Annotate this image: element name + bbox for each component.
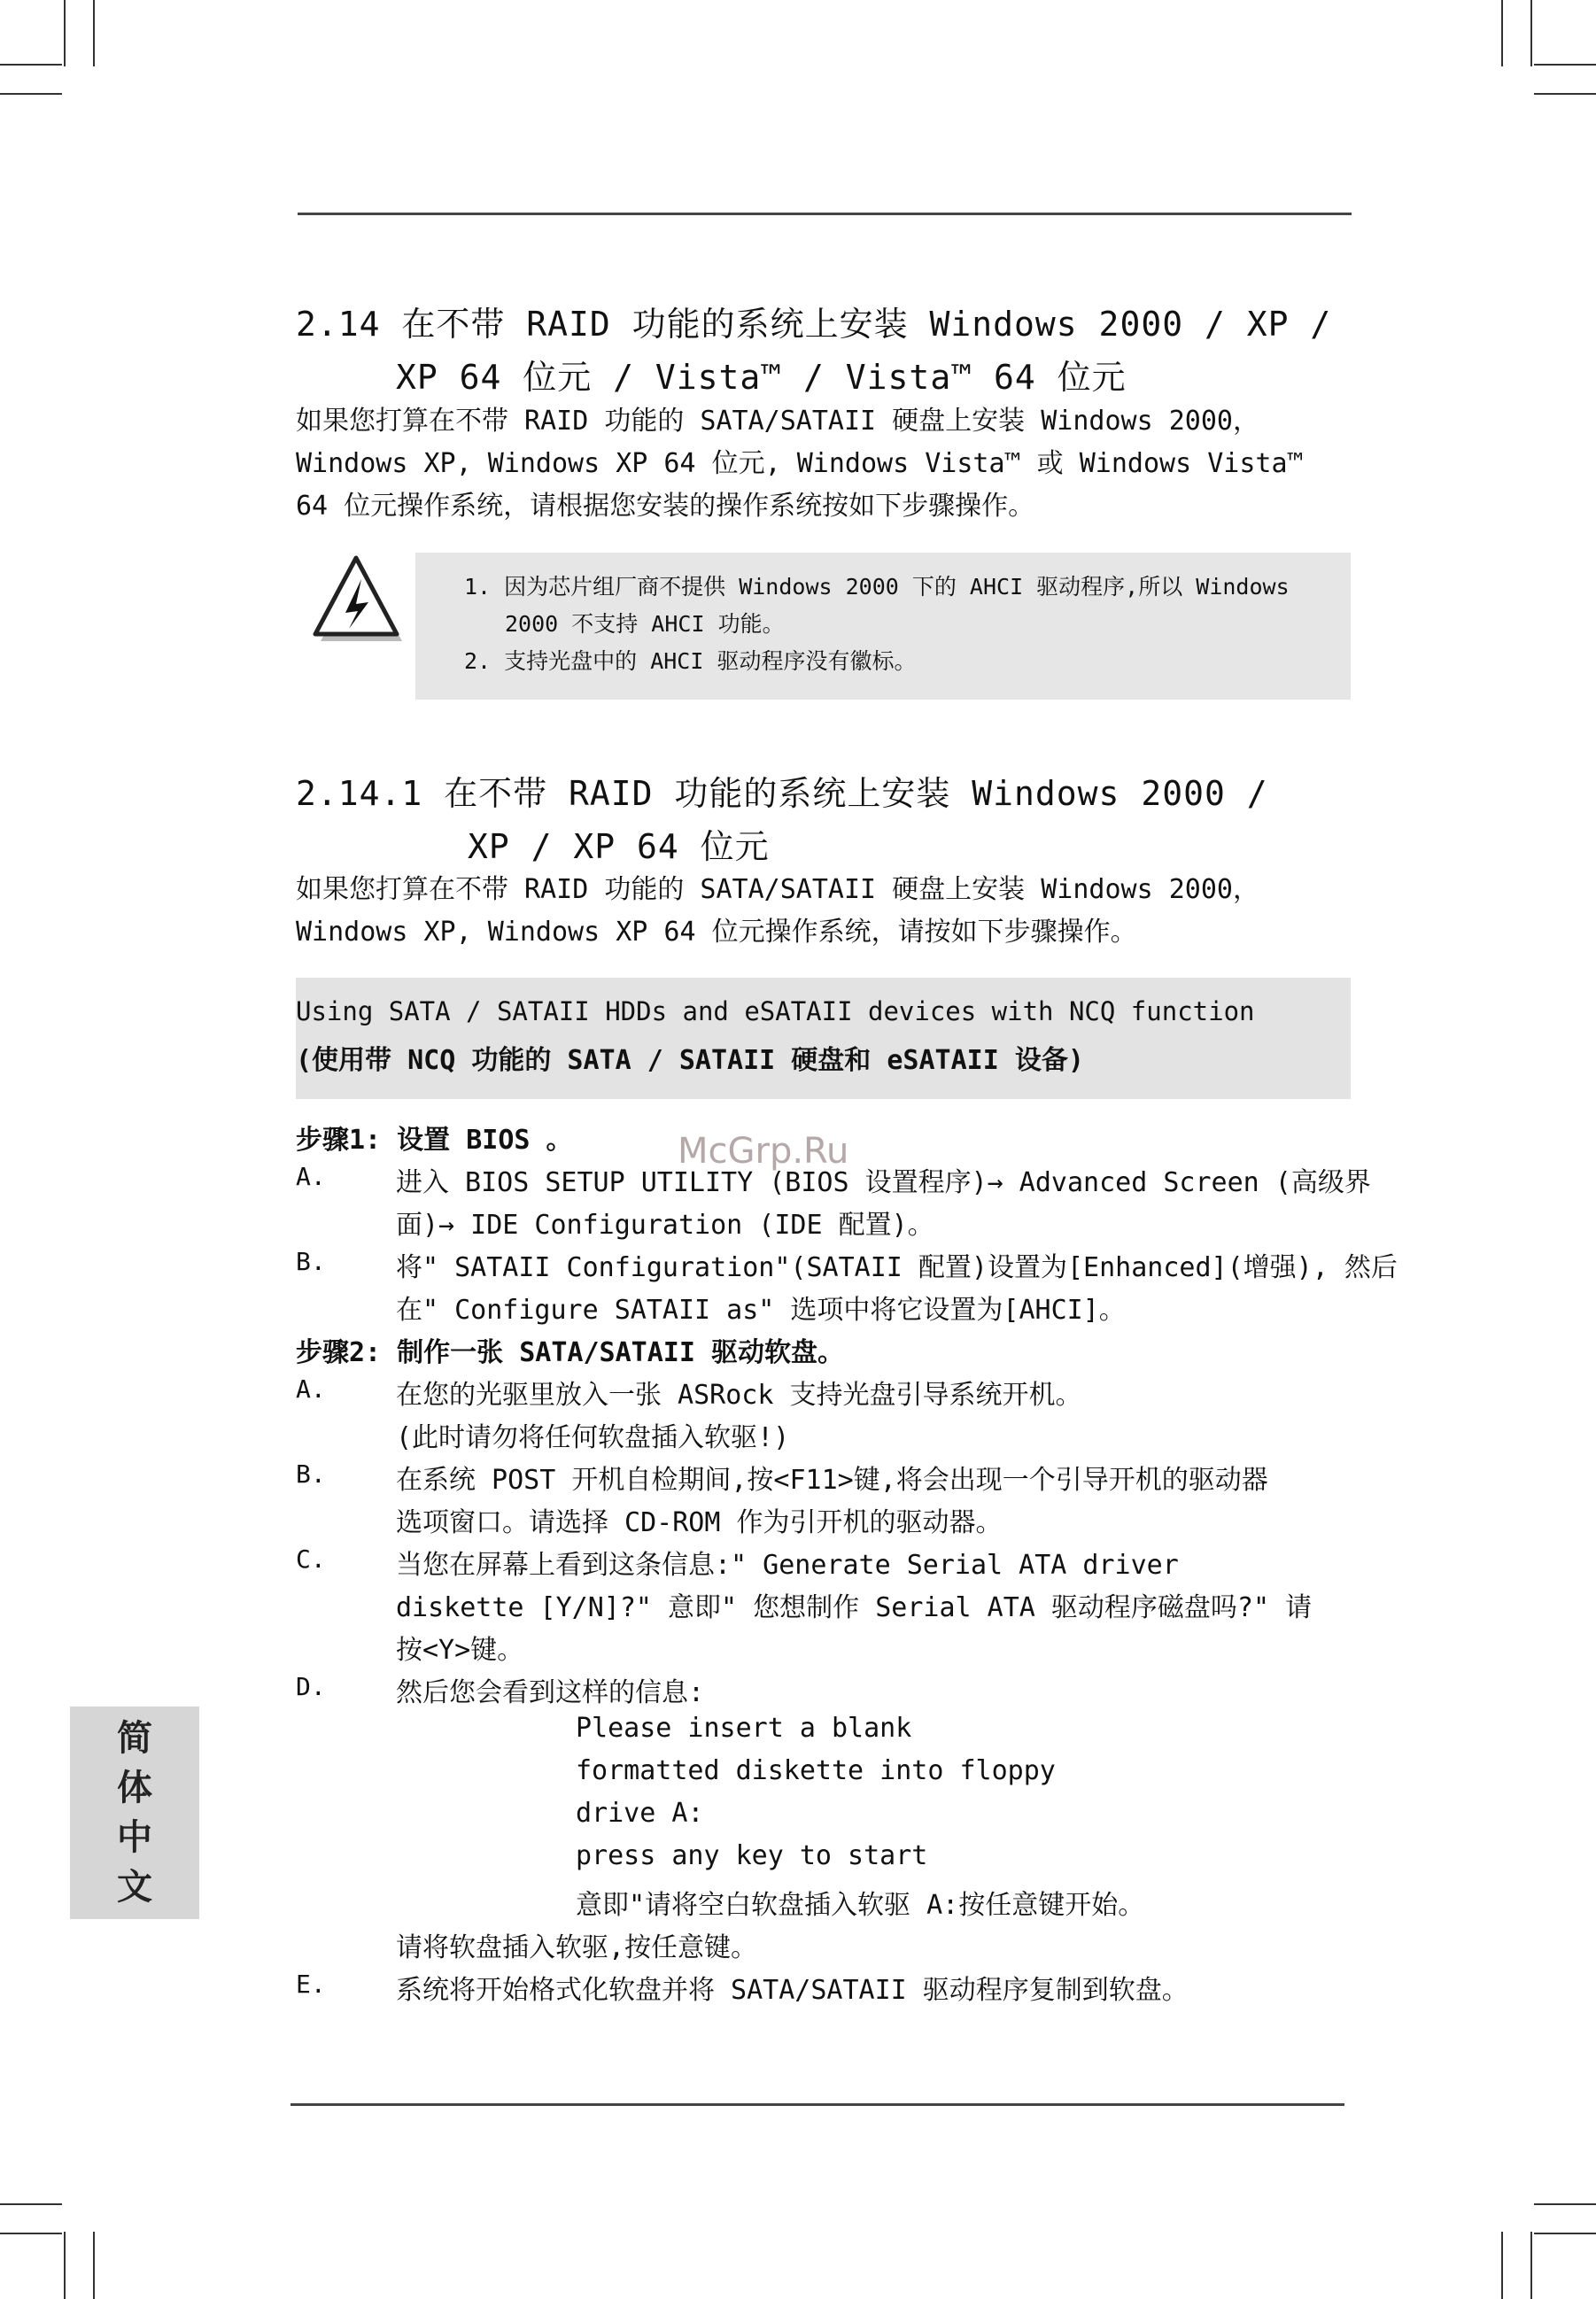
crop-mark [1534,2233,1596,2234]
warning-icon [310,553,407,646]
crop-mark [1534,2203,1596,2205]
crop-mark [1534,64,1596,66]
intro-line2: Windows XP, Windows XP 64 位元, Windows Vista™ 或 Windows Vista™ [296,448,1304,479]
crop-mark [93,0,95,66]
header-rule [298,213,1352,215]
step2-d-label: D. [296,1672,326,1701]
ncq-highlight-line1: Using SATA / SATAII HDDs and eSATAII devices with NCQ function [296,996,1255,1026]
crop-mark [64,2232,66,2299]
crop-mark [1534,93,1596,95]
crop-mark [0,2233,62,2234]
step1-a-line1: 进入 BIOS SETUP UTILITY (BIOS 设置程序)→ Advanced Screen (高级界 [396,1167,1371,1198]
side-tab-char: 中 [117,1816,152,1858]
ncq-highlight-line2: (使用带 NCQ 功能的 SATA / SATAII 硬盘和 eSATAII 设备) [296,1045,1084,1076]
crop-mark [1530,0,1532,66]
crop-mark [0,64,62,66]
step2-c-line2: diskette [Y/N]?" 意即" 您想制作 Serial ATA 驱动程序磁盘吗?" 请 [396,1592,1313,1623]
crop-mark [1501,0,1503,66]
step1-b-line2: 在" Configure SATAII as" 选项中将它设置为[AHCI]。 [396,1295,1126,1326]
subsection-title-line2: XP / XP 64 位元 [468,827,770,866]
note-item-2: 2. 支持光盘中的 AHCI 驱动程序没有徽标。 [464,648,917,674]
step2-a-line1: 在您的光驱里放入一张 ASRock 支持光盘引导系统开机。 [396,1380,1082,1411]
step2-b-label: B. [296,1459,326,1489]
crop-mark [64,0,66,66]
screen-message-line2: formatted diskette into floppy [576,1755,1056,1786]
step2-b-line1: 在系统 POST 开机自检期间,按<F11>键,将会出现一个引导开机的驱动器 [396,1465,1268,1496]
watermark: McGrp.Ru [678,1131,849,1172]
crop-mark [93,2232,95,2299]
step1-b-line1: 将" SATAII Configuration"(SATAII 配置)设置为[Enhanced](增强), 然后 [396,1252,1398,1283]
subsection-intro-line2: Windows XP, Windows XP 64 位元操作系统，请按如下步骤操作。 [296,917,1137,948]
screen-message-line1: Please insert a blank [576,1713,912,1744]
step1-heading: 步骤1: 设置 BIOS 。 [296,1125,573,1156]
subsection-intro-line1: 如果您打算在不带 RAID 功能的 SATA/SATAII 硬盘上安装 Windows 2000， [296,874,1259,905]
intro-line1: 如果您打算在不带 RAID 功能的 SATA/SATAII 硬盘上安装 Windows 2000， [296,406,1259,437]
step2-heading: 步骤2: 制作一张 SATA/SATAII 驱动软盘。 [296,1337,844,1368]
language-side-tab [70,1707,199,1919]
note-item-1-line1: 1. 因为芯片组厂商不提供 Windows 2000 下的 AHCI 驱动程序,所以 Windows [464,574,1290,600]
side-tab-char: 简 [117,1717,152,1759]
step2-c-line3: 按<Y>键。 [396,1635,524,1666]
crop-mark [0,93,62,95]
screen-message-line3: drive A: [576,1798,704,1829]
step2-d-after: 请将软盘插入软驱,按任意键。 [396,1932,758,1963]
side-tab-char: 文 [117,1866,152,1908]
note-item-1-line2: 2000 不支持 AHCI 功能。 [505,611,785,637]
step2-d-line1: 然后您会看到这样的信息: [396,1677,705,1708]
step2-b-line2: 选项窗口。请选择 CD-ROM 作为引开机的驱动器。 [396,1507,1003,1538]
crop-mark [1501,2232,1503,2299]
intro-line3: 64 位元操作系统，请根据您安装的操作系统按如下步骤操作。 [296,491,1035,522]
crop-mark [1530,2232,1532,2299]
step2-a-label: A. [296,1374,326,1404]
section-title-line2: XP 64 位元 / Vista™ / Vista™ 64 位元 [396,358,1127,397]
step2-a-line2: (此时请勿将任何软盘插入软驱!) [396,1422,790,1453]
subsection-title-line1: 2.14.1 在不带 RAID 功能的系统上安装 Windows 2000 / [296,774,1268,813]
step1-b-label: B. [296,1247,326,1276]
screen-message-translation: 意即"请将空白软盘插入软驱 A:按任意键开始。 [576,1890,1145,1921]
step1-a-line2: 面)→ IDE Configuration (IDE 配置)。 [396,1210,934,1241]
step2-c-line1: 当您在屏幕上看到这条信息:" Generate Serial ATA driver [396,1550,1179,1581]
footer-rule [291,2103,1344,2106]
step2-e-label: E. [296,1970,326,1999]
screen-message-line4: press any key to start [576,1840,928,1871]
step2-e-line1: 系统将开始格式化软盘并将 SATA/SATAII 驱动程序复制到软盘。 [396,1975,1189,2006]
step2-c-label: C. [296,1544,326,1574]
section-title-line1: 2.14 在不带 RAID 功能的系统上安装 Windows 2000 / XP / [296,305,1332,344]
crop-mark [0,2203,62,2205]
side-tab-char: 体 [117,1767,152,1808]
step1-a-label: A. [296,1162,326,1191]
